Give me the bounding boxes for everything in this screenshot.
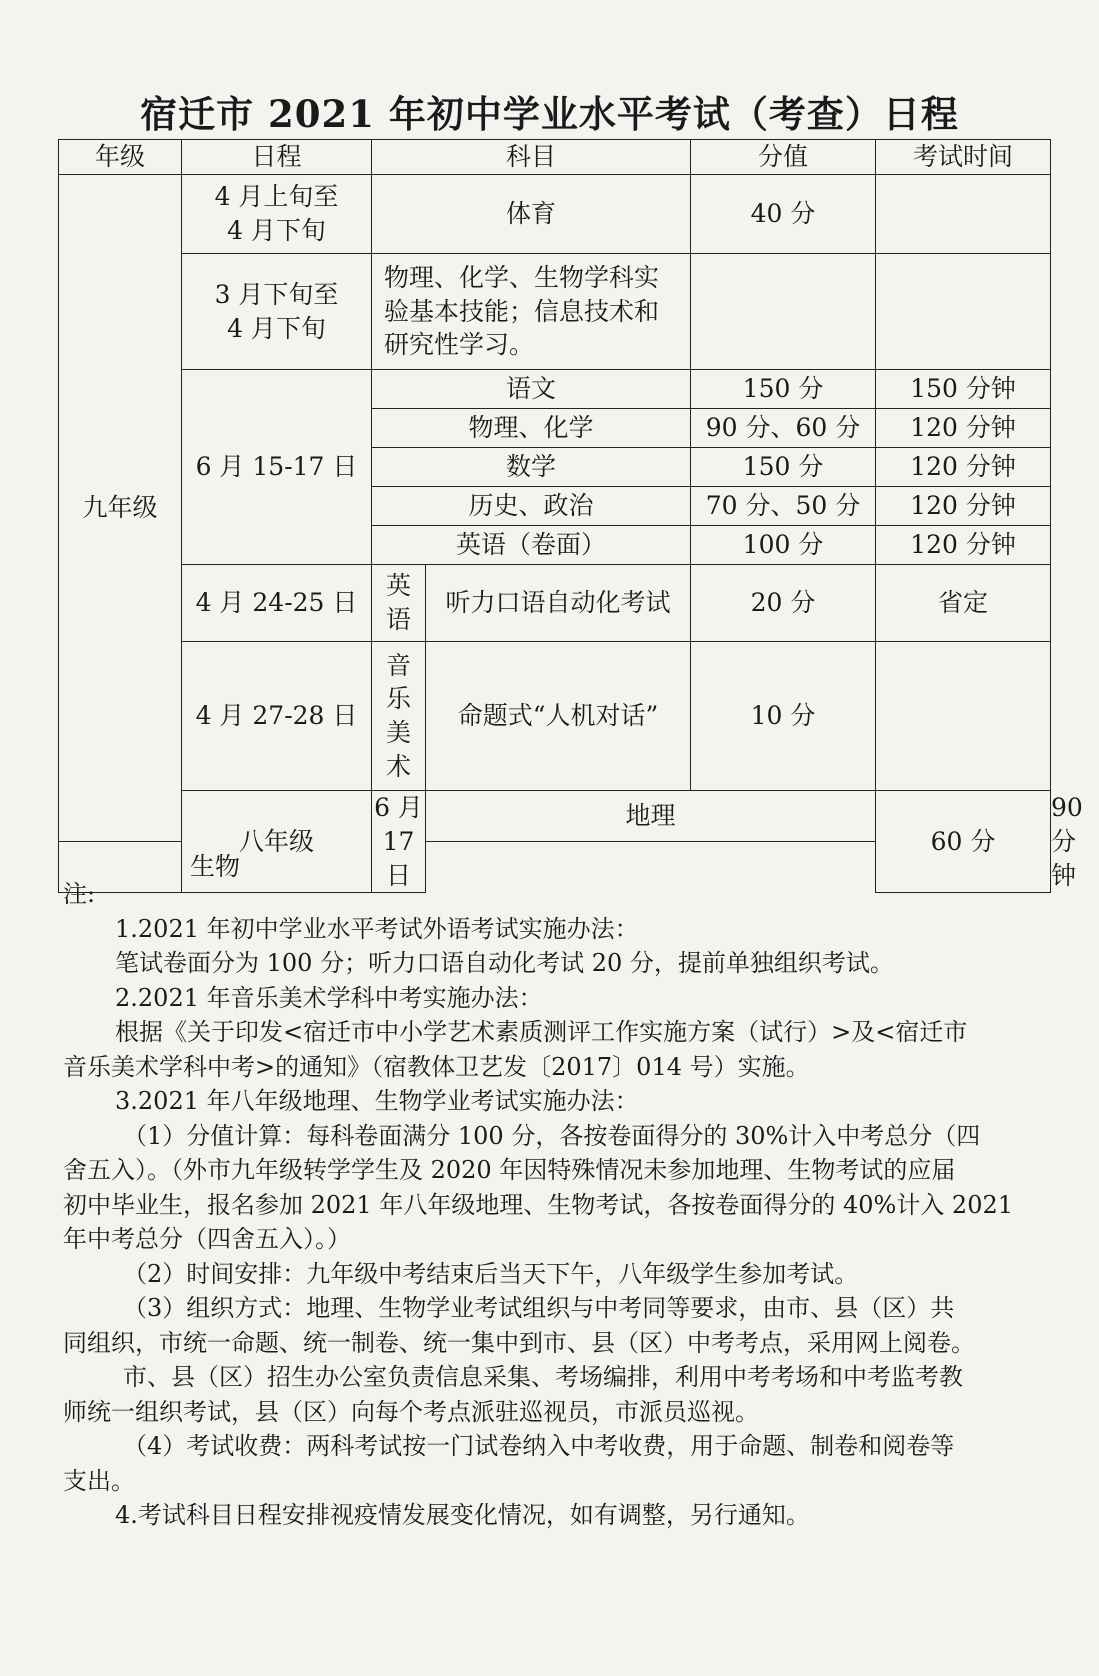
date-cell: 4 月 27-28 日	[182, 642, 372, 791]
note-line: 师统一组织考试，县（区）向每个考点派驻巡视员，市派员巡视。	[63, 1397, 759, 1426]
note-line: 2.2021 年音乐美术学科中考实施办法：	[115, 983, 543, 1012]
note-line: 支出。	[63, 1466, 135, 1495]
note-line: 同组织，市统一命题、统一制卷、统一集中到市、县（区）中考考点，采用网上阅卷。	[63, 1328, 975, 1357]
note-line: 3.2021 年八年级地理、生物学业考试实施办法：	[115, 1087, 639, 1115]
date-cell	[182, 175, 372, 254]
header-subject: 科目	[372, 140, 691, 175]
subject-cell	[372, 254, 691, 370]
page-title: 宿迁市 2021 年初中学业水平考试（考查）日程	[140, 92, 959, 136]
subject-cell: 历史、政治	[372, 487, 691, 526]
category-cell	[372, 642, 426, 791]
header-row	[59, 140, 1051, 175]
note-line: 4.考试科目日程安排视疫情发展变化情况，如有调整，另行通知。	[115, 1501, 810, 1529]
date-cell	[182, 254, 372, 370]
grade-9-cell: 九年级	[59, 175, 182, 842]
category-char: 术	[385, 751, 411, 781]
time-cell: 省定	[876, 565, 1051, 642]
category-cell	[372, 565, 426, 642]
score-cell: 20 分	[691, 565, 876, 642]
date-line: 4 月下旬	[227, 216, 326, 245]
time-cell: 120 分钟	[876, 409, 1051, 448]
note-line: （2）时间安排：九年级中考结束后当天下午，八年级学生参加考试。	[123, 1259, 859, 1288]
time-cell: 120 分钟	[876, 526, 1051, 565]
table-row	[59, 565, 1051, 642]
score-cell: 40 分	[691, 175, 876, 254]
subject-cell: 数学	[372, 448, 691, 487]
subject-line: 物理、化学、生物学科实	[384, 262, 660, 292]
note-line: （1）分值计算：每科卷面满分 100 分，各按卷面得分的 30%计入中考总分（四	[123, 1121, 981, 1150]
time-cell	[876, 254, 1051, 370]
note-line: 根据《关于印发<宿迁市中小学艺术素质测评工作实施方案（试行）>及<宿迁市	[115, 1018, 968, 1046]
time-cell: 150 分钟	[876, 370, 1051, 409]
date-line: 3 月下旬至	[214, 279, 339, 309]
score-cell: 70 分、50 分	[691, 487, 876, 526]
note-line: 初中毕业生，报名参加 2021 年八年级地理、生物考试，各按卷面得分的 40%计入 2021	[63, 1190, 1014, 1219]
table-row	[59, 370, 1051, 409]
score-cell: 10 分	[691, 642, 876, 791]
header-time: 考试时间	[876, 140, 1051, 175]
score-cell	[691, 254, 876, 370]
grade-8-cell: 八年级	[182, 791, 372, 893]
note-line: 音乐美术学科中考>的通知》（宿教体卫艺发〔2017〕014 号）实施。	[63, 1052, 810, 1081]
header-score: 分值	[691, 140, 876, 175]
note-line: （3）组织方式：地理、生物学业考试组织与中考同等要求，由市、县（区）共	[123, 1294, 955, 1322]
note-line: 笔试卷面分为 100 分；听力口语自动化考试 20 分，提前单独组织考试。	[115, 949, 894, 977]
time-cell: 120 分钟	[876, 487, 1051, 526]
category-char: 英	[385, 571, 411, 601]
category-char: 音	[385, 650, 411, 680]
exam-schedule-table	[58, 139, 1083, 893]
note-line: 年中考总分（四舍五入）。）	[63, 1225, 351, 1253]
note-line: 1.2021 年初中学业水平考试外语考试实施办法：	[115, 914, 639, 943]
header-date: 日程	[182, 140, 372, 175]
time-cell: 120 分钟	[876, 448, 1051, 487]
time-cell	[876, 642, 1051, 791]
subject-cell: 物理、化学	[372, 409, 691, 448]
date-cell: 4 月 24-25 日	[182, 565, 372, 642]
score-cell: 150 分	[691, 448, 876, 487]
header-grade: 年级	[59, 140, 182, 175]
score-cell: 60 分	[876, 791, 1051, 893]
note-line: 舍五入）。（外市九年级转学学生及 2020 年因特殊情况未参加地理、生物考试的应届	[63, 1156, 956, 1184]
table-row: 八年级 6 月 17 日 地理 60 分 90 分钟	[59, 791, 1051, 842]
category-char: 美	[385, 718, 411, 747]
notes-section	[63, 877, 1048, 1533]
score-cell: 100 分	[691, 526, 876, 565]
subject-cell: 听力口语自动化考试	[426, 565, 691, 642]
table-row	[59, 642, 1051, 791]
subject-cell: 生物	[59, 842, 372, 893]
score-cell: 90 分、60 分	[691, 409, 876, 448]
subject-line: 研究性学习。	[384, 330, 535, 360]
category-char: 乐	[385, 684, 411, 714]
note-line: （4）考试收费：两科考试按一门试卷纳入中考收费，用于命题、制卷和阅卷等	[123, 1432, 955, 1460]
score-cell: 150 分	[691, 370, 876, 409]
subject-cell: 命题式“人机对话”	[426, 642, 691, 791]
subject-cell: 体育	[372, 175, 691, 254]
date-line: 4 月下旬	[227, 313, 326, 343]
table-row	[59, 254, 1051, 370]
category-char: 语	[385, 605, 411, 634]
subject-cell: 地理	[426, 791, 876, 842]
subject-cell: 英语（卷面）	[372, 526, 691, 565]
date-line: 4 月上旬至	[214, 182, 339, 212]
time-cell	[876, 175, 1051, 254]
date-cell: 6 月 17 日	[372, 791, 426, 893]
note-line: 市、县（区）招生办公室负责信息采集、考场编排，利用中考考场和中考监考教	[123, 1363, 963, 1391]
notes-label: 注:	[63, 880, 96, 908]
date-cell: 6 月 15-17 日	[182, 370, 372, 565]
subject-line: 验基本技能；信息技术和	[384, 296, 660, 326]
table-row	[59, 175, 1051, 254]
subject-cell: 语文	[372, 370, 691, 409]
